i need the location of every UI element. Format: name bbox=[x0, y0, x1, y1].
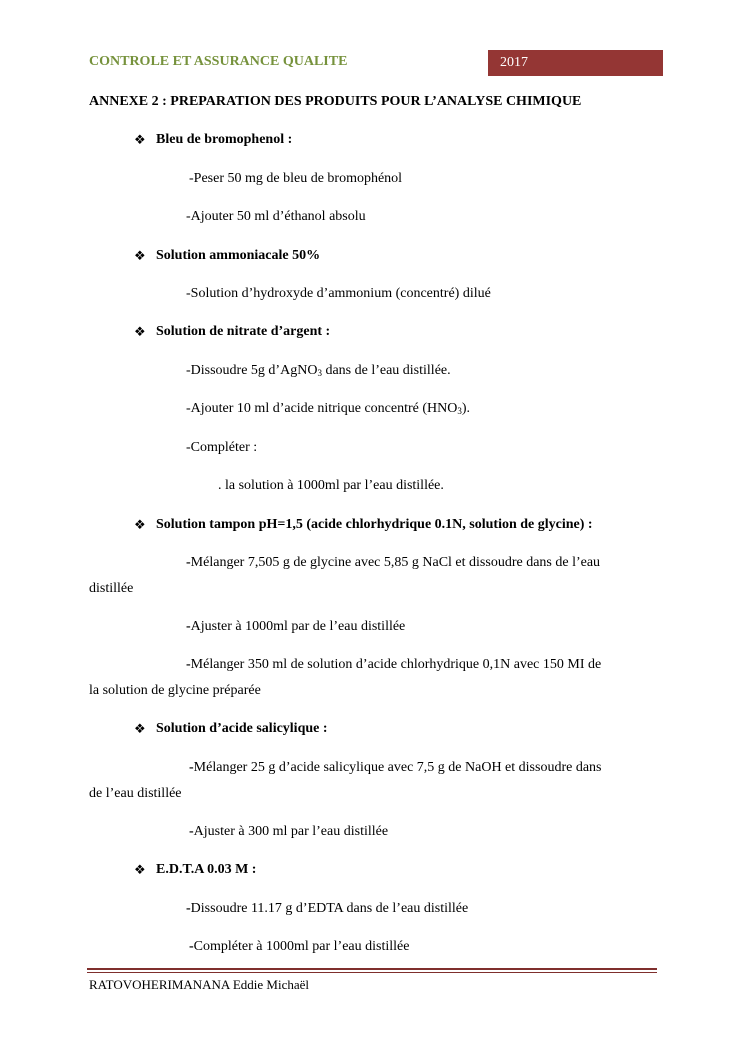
silver-step-1: -Dissoudre 5g d’AgNO$_3$ dans de l’eau distillée. bbox=[186, 363, 451, 378]
silver-step-3: -Compléter : bbox=[186, 440, 258, 455]
section-heading-ammonia: Solution ammoniacale 50% bbox=[156, 248, 321, 263]
buffer-step-3: -Mélanger 350 ml de solution d’acide chlorhydrique 0,1N avec 150 MI de bbox=[186, 657, 602, 672]
section-heading-silver-nitrate: Solution de nitrate d’argent : bbox=[156, 324, 331, 339]
diamond-bullet-icon: ❖ bbox=[134, 248, 146, 263]
diamond-bullet-icon: ❖ bbox=[134, 324, 146, 339]
footer-divider-thin bbox=[87, 972, 657, 973]
section-heading-edta: E.D.T.A 0.03 M : bbox=[156, 862, 257, 877]
silver-step-2: -Ajouter 10 ml d’acide nitrique concentré $(HNO_3)$. bbox=[186, 401, 471, 416]
footer-divider bbox=[87, 968, 657, 970]
buffer-step-2: -Ajuster à 1000ml par de l’eau distillée bbox=[186, 619, 406, 634]
salicylic-step-1: -Mélanger 25 g d’acide salicylique avec 7,5 g de NaOH et dissoudre dans bbox=[189, 760, 602, 775]
edta-step-2: -Compléter à 1000ml par l’eau distillée bbox=[189, 939, 410, 954]
diamond-bullet-icon: ❖ bbox=[134, 721, 146, 736]
footer-author: RATOVOHERIMANANA Eddie Michaël bbox=[89, 977, 310, 992]
buffer-step-3-cont: la solution de glycine préparée bbox=[89, 683, 261, 698]
bromophenol-step-2: -Ajouter 50 ml d’éthanol absolu bbox=[186, 209, 366, 224]
header-year-badge: 2017 bbox=[488, 50, 663, 76]
ammonia-step-1: -Solution d’hydroxyde d’ammonium (concentré) dilué bbox=[186, 286, 491, 301]
section-heading-bromophenol: Bleu de bromophenol : bbox=[156, 132, 293, 147]
diamond-bullet-icon: ❖ bbox=[134, 132, 146, 147]
bromophenol-step-1: -Peser 50 mg de bleu de bromophénol bbox=[189, 171, 403, 186]
edta-step-1: -Dissoudre 11.17 g d’EDTA dans de l’eau distillée bbox=[186, 901, 469, 916]
salicylic-step-1-cont: de l’eau distillée bbox=[89, 786, 182, 801]
diamond-bullet-icon: ❖ bbox=[134, 517, 146, 532]
section-heading-buffer: Solution tampon pH=1,5 (acide chlorhydrique 0.1N, solution de glycine) : bbox=[156, 517, 593, 532]
diamond-bullet-icon: ❖ bbox=[134, 862, 146, 877]
silver-step-4: . la solution à 1000ml par l’eau distillée. bbox=[218, 478, 444, 493]
salicylic-step-2: -Ajuster à 300 ml par l’eau distillée bbox=[189, 824, 389, 839]
annex-title: ANNEXE 2 : PREPARATION DES PRODUITS POUR L’ANALYSE CHIMIQUE bbox=[89, 94, 582, 109]
buffer-step-1-cont: distillée bbox=[89, 581, 134, 596]
buffer-step-1: -Mélanger 7,505 g de glycine avec 5,85 g NaCl et dissoudre dans de l’eau bbox=[186, 555, 601, 570]
section-heading-salicylic: Solution d’acide salicylique : bbox=[156, 721, 328, 736]
header-title: CONTROLE ET ASSURANCE QUALITE bbox=[89, 54, 348, 69]
